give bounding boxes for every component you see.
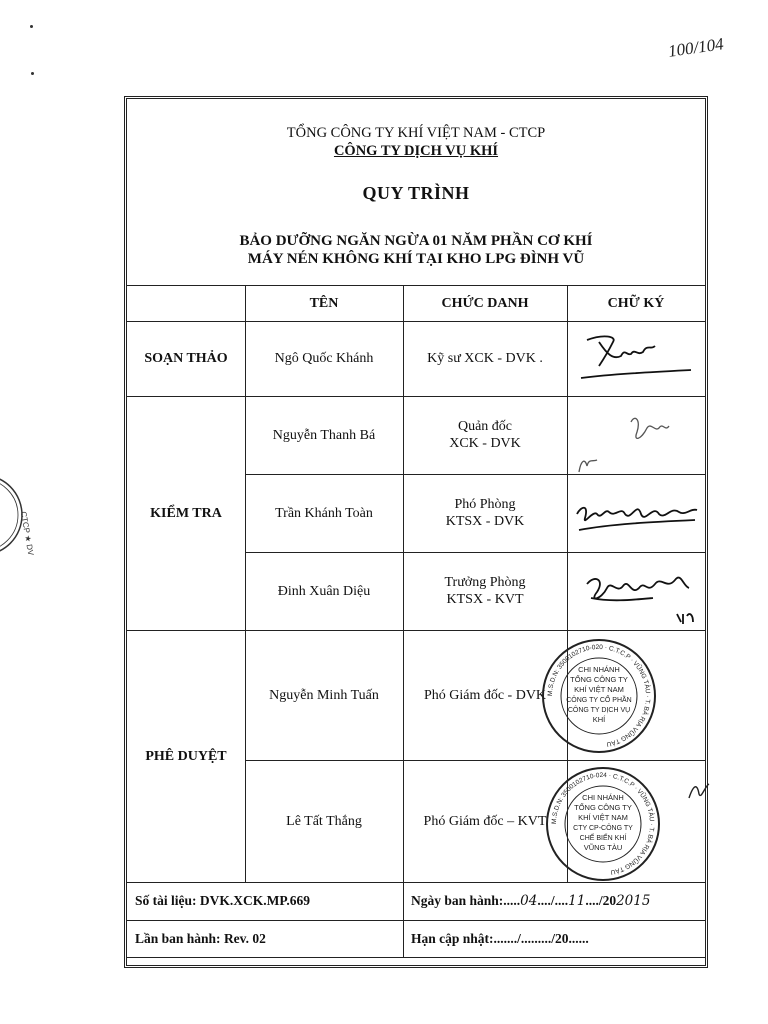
document-header <box>127 99 705 287</box>
side-stamp-fragment <box>0 470 36 560</box>
svg-text:TỔNG CÔNG TY: TỔNG CÔNG TY <box>574 803 632 812</box>
company-name: CÔNG TY DỊCH VỤ KHÍ <box>333 143 499 159</box>
svg-text:KHÍ: KHÍ <box>592 715 606 724</box>
svg-text:KHÍ VIỆT NAM: KHÍ VIỆT NAM <box>574 685 624 694</box>
signature-reviewer1 <box>571 402 701 474</box>
svg-text:CHI NHÁNH: CHI NHÁNH <box>578 665 620 674</box>
name-cell: Trần Khánh Toàn <box>275 505 373 521</box>
svg-text:CÔNG TY DỊCH VỤ: CÔNG TY DỊCH VỤ <box>567 707 631 714</box>
name-cell: Nguyễn Minh Tuấn <box>269 687 379 703</box>
name-cell: Nguyễn Thanh Bá <box>272 427 376 443</box>
column-header-name: TÊN <box>309 296 339 311</box>
revision: Lần ban hành: Rev. 02 <box>135 930 266 946</box>
svg-text:CHẾ BIẾN KHÍ: CHẾ BIẾN KHÍ <box>579 835 627 842</box>
svg-text:CÔNG TY CỔ PHẦN: CÔNG TY CỔ PHẦN <box>566 697 632 704</box>
role-reviewed: KIỂM TRA <box>150 505 222 521</box>
name-cell: Lê Tất Thắng <box>286 814 362 829</box>
document-frame <box>124 96 708 968</box>
title-cell: Kỹ sư XCK - DVK . <box>427 351 543 366</box>
svg-text:KHÍ VIỆT NAM: KHÍ VIỆT NAM <box>578 813 628 822</box>
svg-text:TỔNG CÔNG TY: TỔNG CÔNG TY <box>570 675 628 684</box>
organization-name: TỔNG CÔNG TY KHÍ VIỆT NAM - CTCP <box>286 125 546 141</box>
document-title-line1: BẢO DƯỠNG NGĂN NGỪA 01 NĂM PHẦN CƠ KHÍ <box>239 233 593 249</box>
approval-table <box>127 285 705 883</box>
company-stamp-1 <box>539 636 659 756</box>
title-cell: Phó Giám đốc – KVT <box>423 814 547 829</box>
title-cell: Trưởng Phòng KTSX - KVT <box>444 575 526 607</box>
page-number: 100/104 <box>666 34 725 61</box>
update-deadline: Hạn cập nhật: ......./........./20...... <box>411 930 589 946</box>
svg-text:M.S.D.N: 3500102710-020 · C.T.: M.S.D.N: 3500102710-020 · C.T.C.P · VŨNG TÀU · T. BÀ RỊA VŨNG TÀU <box>546 643 652 748</box>
title-cell: Quản đốc XCK - DVK <box>449 419 521 451</box>
signature-reviewer2 <box>571 484 705 546</box>
document-type: QUY TRÌNH <box>362 183 470 203</box>
side-stamp-text: CTCP ★ DV <box>18 510 36 557</box>
title-cell: Phó Giám đốc - DVK <box>423 687 547 703</box>
svg-text:CHI NHÁNH: CHI NHÁNH <box>582 793 624 802</box>
signature-reviewer3 <box>571 558 705 628</box>
issue-date: Ngày ban hành: ..... 04 ..../.... 11 ..../20 2015 <box>411 893 651 909</box>
signature-drafter <box>573 326 703 392</box>
column-header-signature: CHỮ KÝ <box>607 296 665 311</box>
svg-text:M.S.D.N: 3500102710-024 · C.T.: M.S.D.N: 3500102710-024 · C.T.C.P · VŨNG TÀU · T. BÀ RỊA VŨNG TÀU <box>550 771 656 876</box>
name-cell: Ngô Quốc Khánh <box>274 351 374 366</box>
column-header-title: CHỨC DANH <box>441 296 529 311</box>
title-cell: Phó Phòng KTSX - DVK <box>445 497 525 529</box>
document-number: Số tài liệu: DVK.XCK.MP.669 <box>135 893 311 908</box>
scan-speck <box>30 25 33 28</box>
svg-text:VŨNG TÀU: VŨNG TÀU <box>583 843 623 852</box>
company-stamp-2 <box>543 764 663 884</box>
document-title-line2: MÁY NÉN KHÔNG KHÍ TẠI KHO LPG ĐÌNH VŨ <box>247 251 585 267</box>
signature-approver2-fragment <box>687 776 711 806</box>
scan-speck <box>31 72 34 75</box>
name-cell: Đinh Xuân Diệu <box>277 583 371 599</box>
role-approved: PHÊ DUYỆT <box>145 749 227 764</box>
svg-text:CTY CP-CÔNG TY: CTY CP-CÔNG TY <box>573 825 633 832</box>
role-drafted: SOẠN THẢO <box>144 351 228 366</box>
